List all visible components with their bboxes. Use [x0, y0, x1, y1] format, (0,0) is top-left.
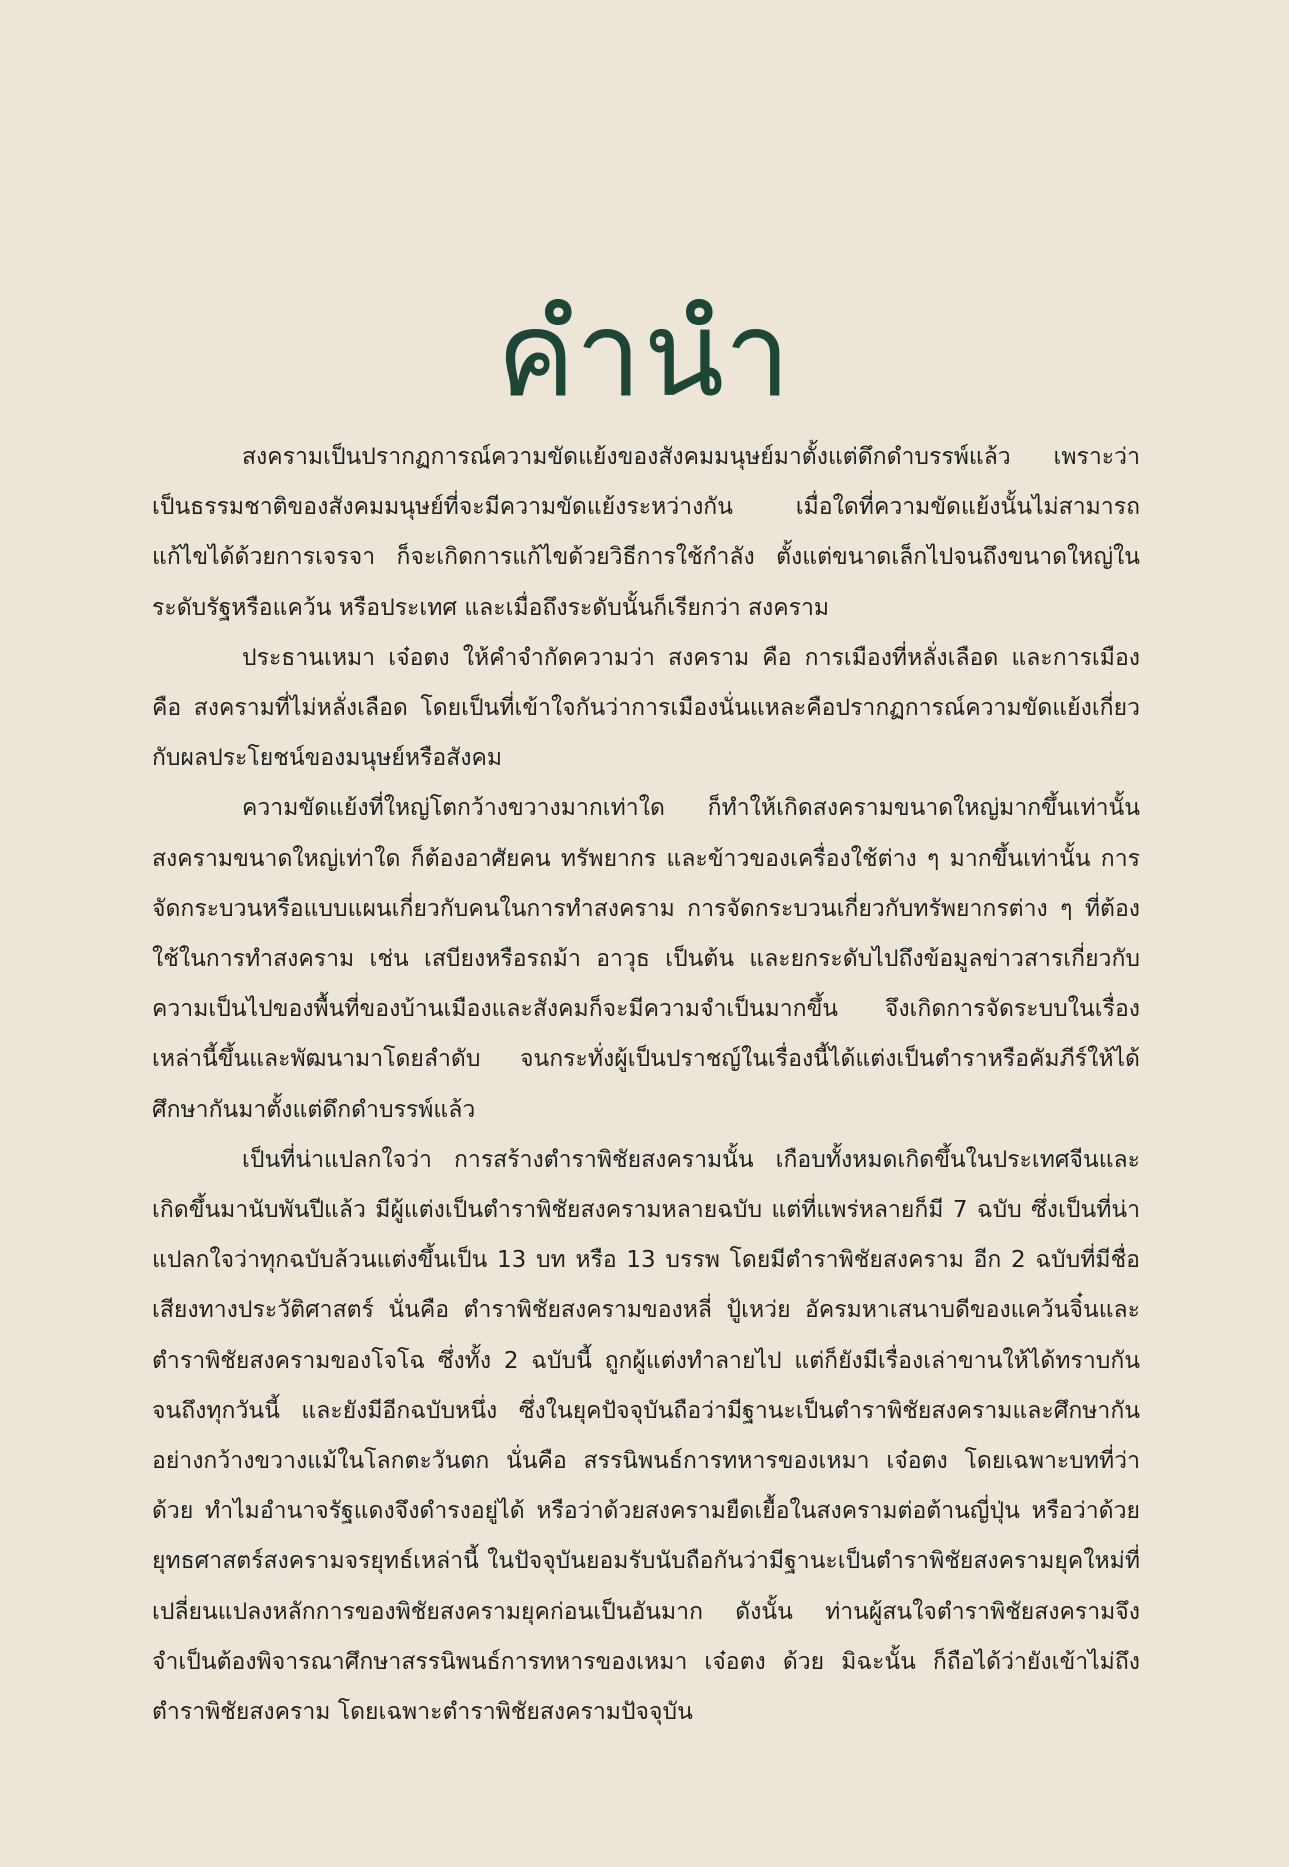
preface-body — [152, 432, 1140, 1737]
paragraph: เป็นที่น่าแปลกใจว่า การสร้างตำราพิชัยสงครามนั้น เกือบทั้งหมดเกิดขึ้นในประเทศจีนและเกิดขึ้นมานับพันปีแล้ว มีผู้แต่งเป็นตำราพิชัยสงครามหลายฉบับ แต่ที่แพร่หลายก็มี 7 ฉบับ ซึ่งเป็นที่น่าแปลกใจว่าทุกฉบับล้วนแต่งขึ้นเป็น 13 บท หรือ 13 บรรพ โดยมีตำราพิชัยสงคราม อีก 2 ฉบับที่มีชื่อเสียงทางประวัติศาสตร์ นั่นคือ ตำราพิชัยสงครามของหลี่ ปู้เหว่ย อัครมหาเสนาบดีของแคว้นจิ๋นและตำราพิชัยสงครามของโจโฉ ซึ่งทั้ง 2 ฉบับนี้ ถูกผู้แต่งทำลายไป แต่ก็ยังมีเรื่องเล่าขานให้ได้ทราบกันจนถึงทุกวันนี้ และยังมีอีกฉบับหนึ่ง ซึ่งในยุคปัจจุบันถือว่ามีฐานะเป็นตำราพิชัยสงครามและศึกษากันอย่างกว้างขวางแม้ในโลกตะวันตก นั่นคือ สรรนิพนธ์การทหารของเหมา เจ๋อตง โดยเฉพาะบทที่ว่าด้วย ทำไมอำนาจรัฐแดงจึงดำรงอยู่ได้ หรือว่าด้วยสงครามยืดเยื้อในสงครามต่อต้านญี่ปุ่น หรือว่าด้วยยุทธศาสตร์สงครามจรยุทธ์เหล่านี้ ในปัจจุบันยอมรับนับถือกันว่ามีฐานะเป็นตำราพิชัยสงครามยุคใหม่ที่เปลี่ยนแปลงหลักการของพิชัยสงครามยุคก่อนเป็นอันมาก ดังนั้น ท่านผู้สนใจตำราพิชัยสงครามจึงจำเป็นต้องพิจารณาศึกษาสรรนิพนธ์การทหารของเหมา เจ๋อตง ด้วย มิฉะนั้น ก็ถือได้ว่ายังเข้าไม่ถึงตำราพิชัยสงคราม โดยเฉพาะตำราพิชัยสงครามปัจจุบัน — [152, 1146, 1140, 1726]
paragraph: ความขัดแย้งที่ใหญ่โตกว้างขวางมากเท่าใด ก็ทำให้เกิดสงครามขนาดใหญ่มากขึ้นเท่านั้น สงครามขนาดใหญ่เท่าใด ก็ต้องอาศัยคน ทรัพยากร และข้าวของเครื่องใช้ต่าง ๆ มากขึ้นเท่านั้น การจัดกระบวนหรือแบบแผนเกี่ยวกับคนในการทำสงคราม การจัดกระบวนเกี่ยวกับทรัพยากรต่าง ๆ ที่ต้องใช้ในการทำสงคราม เช่น เสบียงหรือรถม้า อาวุธ เป็นต้น และยกระดับไปถึงข้อมูลข่าวสารเกี่ยวกับความเป็นไปของพื้นที่ของบ้านเมืองและสังคมก็จะมีความจำเป็นมากขึ้น จึงเกิดการจัดระบบในเรื่องเหล่านี้ขึ้นและพัฒนามาโดยลำดับ จนกระทั่งผู้เป็นปราชญ์ในเรื่องนี้ได้แต่งเป็นตำราหรือคัมภีร์ให้ได้ศึกษากันมาตั้งแต่ดึกดำบรรพ์แล้ว — [152, 795, 1140, 1123]
paragraph: ประธานเหมา เจ๋อตง ให้คำจำกัดความว่า สงคราม คือ การเมืองที่หลั่งเลือด และการเมือง คือ สงครามที่ไม่หลั่งเลือด โดยเป็นที่เข้าใจกันว่าการเมืองนั่นแหละคือปรากฏการณ์ความขัดแย้งเกี่ยวกับผลประโยชน์ของมนุษย์หรือสังคม — [152, 644, 1140, 772]
paragraph: สงครามเป็นปรากฏการณ์ความขัดแย้งของสังคมมนุษย์มาตั้งแต่ดึกดำบรรพ์แล้ว เพราะว่าเป็นธรรมชาติของสังคมมนุษย์ที่จะมีความขัดแย้งระหว่างกัน เมื่อใดที่ความขัดแย้งนั้นไม่สามารถแก้ไขได้ด้วยการเจรจา ก็จะเกิดการแก้ไขด้วยวิธีการใช้กำลัง ตั้งแต่ขนาดเล็กไปจนถึงขนาดใหญ่ในระดับรัฐหรือแคว้น หรือประเทศ และเมื่อถึงระดับนั้นก็เรียกว่า สงคราม — [152, 444, 1140, 621]
page-title: คำนำ — [496, 285, 793, 424]
